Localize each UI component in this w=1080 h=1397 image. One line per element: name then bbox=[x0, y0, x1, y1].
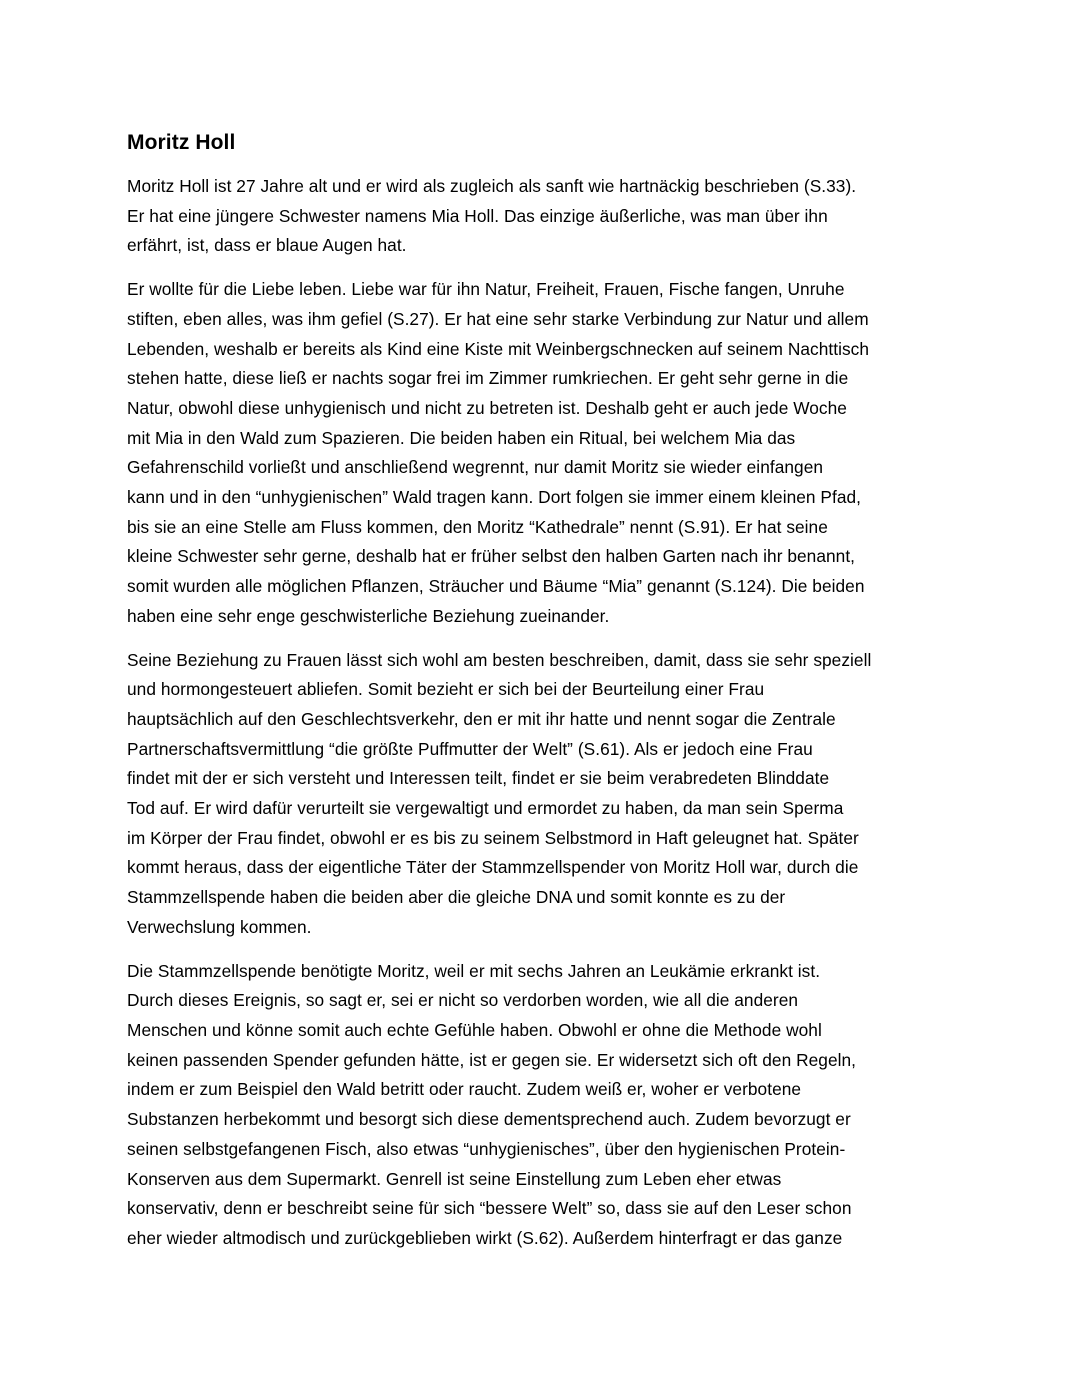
text-line: im Körper der Frau findet, obwohl er es bis zu seinem Selbstmord in Haft geleugnet hat. Später bbox=[127, 827, 859, 848]
text-line: Moritz Holl ist 27 Jahre alt und er wird als zugleich als sanft wie hartnäckig beschrieben (S.33). bbox=[127, 176, 857, 196]
text-line: somit wurden alle möglichen Pflanzen, Sträucher und Bäume “Mia” genannt (S.124). Die beiden bbox=[127, 576, 865, 597]
text-line: mit Mia in den Wald zum Spazieren. Die beiden haben ein Ritual, bei welchem Mia das bbox=[127, 427, 796, 448]
paragraph-4 bbox=[127, 957, 957, 1254]
text-line: Er hat eine jüngere Schwester namens Mia Holl. Das einzige äußerliche, was man über ihn bbox=[127, 205, 828, 226]
text-line: kann und in den “unhygienischen” Wald tragen kann. Dort folgen sie immer einem kleinen Pfad, bbox=[127, 487, 862, 508]
text-line: Verwechslung kommen. bbox=[127, 916, 312, 937]
document-title: Moritz Holl bbox=[127, 131, 236, 154]
text-line: Durch dieses Ereignis, so sagt er, sei er nicht so verdorben worden, wie all die anderen bbox=[127, 990, 799, 1011]
text-line: Tod auf. Er wird dafür verurteilt sie vergewaltigt und ermordet zu haben, da man sein Sperma bbox=[127, 798, 844, 819]
paragraph-3 bbox=[127, 646, 957, 943]
text-line: eher wieder altmodisch und zurückgeblieben wirkt (S.62). Außerdem hinterfragt er das ganze bbox=[127, 1227, 843, 1248]
text-line: Gefahrenschild vorließt und anschließend wegrennt, nur damit Moritz sie wieder einfangen bbox=[127, 457, 824, 478]
text-line: haben eine sehr enge geschwisterliche Beziehung zueinander. bbox=[127, 605, 610, 626]
text-line: hauptsächlich auf den Geschlechtsverkehr, den er mit ihr hatte und nennt sogar die Zentrale bbox=[127, 708, 836, 729]
text-line: Substanzen herbekommt und besorgt sich diese dementsprechend auch. Zudem bevorzugt er bbox=[127, 1109, 851, 1130]
text-line: Natur, obwohl diese unhygienisch und nicht zu betreten ist. Deshalb geht er auch jede Woche bbox=[127, 397, 847, 418]
text-line: erfährt, ist, dass er blaue Augen hat. bbox=[127, 235, 407, 256]
text-line: seinen selbstgefangenen Fisch, also etwas “unhygienisches”, über den hygienischen Protein- bbox=[127, 1138, 846, 1159]
text-line: kleine Schwester sehr gerne, deshalb hat er früher selbst den halben Garten nach ihr benannt, bbox=[127, 546, 856, 567]
text-line: stehen hatte, diese ließ er nachts sogar frei im Zimmer rumkriechen. Er geht sehr gerne in die bbox=[127, 368, 849, 389]
text-line: und hormongesteuert abliefen. Somit bezieht er sich bei der Beurteilung einer Frau bbox=[127, 679, 765, 700]
document-page bbox=[127, 128, 957, 1268]
text-line: stiften, eben alles, was ihm gefiel (S.27). Er hat eine sehr starke Verbindung zur Natur und allem bbox=[127, 308, 869, 329]
text-line: Seine Beziehung zu Frauen lässt sich wohl am besten beschreiben, damit, dass sie sehr speziell bbox=[127, 649, 872, 670]
text-line: Konserven aus dem Supermarkt. Genrell ist seine Einstellung zum Leben eher etwas bbox=[127, 1168, 782, 1189]
paragraph-1 bbox=[127, 172, 957, 261]
text-line: Lebenden, weshalb er bereits als Kind eine Kiste mit Weinbergschnecken auf seinem Nachttisch bbox=[127, 338, 870, 359]
text-line: keinen passenden Spender gefunden hätte, ist er gegen sie. Er widersetzt sich oft den Regeln, bbox=[127, 1049, 857, 1070]
paragraph-2 bbox=[127, 275, 957, 631]
text-line: Er wollte für die Liebe leben. Liebe war für ihn Natur, Freiheit, Frauen, Fische fangen, Unruhe bbox=[127, 279, 845, 300]
text-line: Partnerschaftsvermittlung “die größte Puffmutter der Welt” (S.61). Als er jedoch eine Frau bbox=[127, 738, 813, 759]
text-line: Die Stammzellspende benötigte Moritz, weil er mit sechs Jahren an Leukämie erkrankt ist. bbox=[127, 960, 821, 981]
text-line: findet mit der er sich versteht und Interessen teilt, findet er sie beim verabredeten Blinddate bbox=[127, 768, 830, 789]
text-line: kommt heraus, dass der eigentliche Täter der Stammzellspender von Moritz Holl war, durch die bbox=[127, 857, 859, 878]
text-line: konservativ, denn er beschreibt seine für sich “bessere Welt” so, dass sie auf den Leser schon bbox=[127, 1198, 852, 1219]
text-line: indem er zum Beispiel den Wald betritt oder raucht. Zudem weiß er, woher er verbotene bbox=[127, 1079, 802, 1100]
text-line: Stammzellspende haben die beiden aber die gleiche DNA und somit konnte es zu der bbox=[127, 887, 786, 908]
text-line: Menschen und könne somit auch echte Gefühle haben. Obwohl er ohne die Methode wohl bbox=[127, 1019, 822, 1040]
text-line: bis sie an eine Stelle am Fluss kommen, den Moritz “Kathedrale” nennt (S.91). Er hat seine bbox=[127, 516, 828, 537]
